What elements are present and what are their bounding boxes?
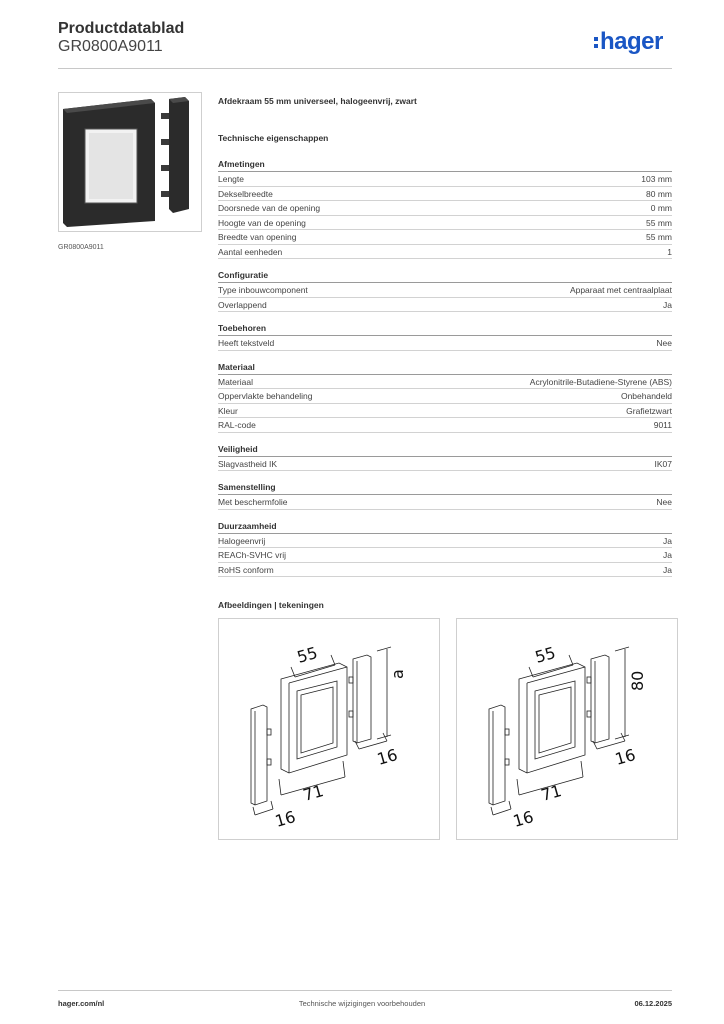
section-title: Materiaal <box>218 361 672 375</box>
dim-left-right: 16 <box>374 744 400 769</box>
spec-row <box>218 495 672 510</box>
dim-right-bottom: 71 <box>538 780 564 805</box>
spec-row <box>218 201 672 216</box>
spec-value: Ja <box>663 564 672 575</box>
spec-label: Hoogte van de opening <box>218 217 306 228</box>
spec-label: Halogeenvrij <box>218 535 266 546</box>
hager-logo <box>594 28 663 56</box>
page-title: Productdatablad <box>58 20 185 37</box>
product-image <box>58 92 202 232</box>
spec-label: Doorsnede van de opening <box>218 203 321 213</box>
spec-section <box>218 322 672 351</box>
spec-label: Met beschermfolie <box>218 497 288 507</box>
spec-value: 103 mm <box>641 174 672 184</box>
spec-row <box>218 389 672 404</box>
footer-date: 06.12.2025 <box>634 999 672 1008</box>
spec-row <box>218 245 672 260</box>
technical-title: Technische eigenschappen <box>218 133 329 143</box>
spec-value: 1 <box>667 246 672 257</box>
spec-section <box>218 481 672 510</box>
dim-left-bottom: 71 <box>300 780 326 805</box>
cover-frame-image <box>59 93 201 231</box>
spec-section <box>218 158 672 259</box>
product-image-caption: GR0800A9011 <box>58 244 104 251</box>
spec-value: 9011 <box>653 420 672 430</box>
spec-label: Materiaal <box>218 376 253 387</box>
footer-divider <box>58 990 672 991</box>
drawings-title: Afbeeldingen | tekeningen <box>218 600 324 610</box>
spec-row <box>218 375 672 390</box>
logo-dots-icon <box>594 34 598 51</box>
drawing-right-svg <box>457 619 677 839</box>
section-title: Veiligheid <box>218 443 672 457</box>
drawing-left <box>218 618 440 840</box>
spec-value: Ja <box>663 550 672 560</box>
spec-label: Kleur <box>218 405 238 416</box>
spec-section <box>218 361 672 433</box>
spec-label: Slagvastheid IK <box>218 458 278 469</box>
section-title: Samenstelling <box>218 481 672 495</box>
spec-row <box>218 216 672 231</box>
spec-value: Apparaat met centraalplaat <box>569 285 672 295</box>
dim-right-side: 80 <box>628 670 647 691</box>
section-title: Toebehoren <box>218 322 672 336</box>
product-code: GR0800A9011 <box>58 38 163 55</box>
spec-label: Oppervlakte behandeling <box>218 391 313 401</box>
spec-row <box>218 336 672 351</box>
spec-label: Aantal eenheden <box>218 246 283 257</box>
dim-right-right: 16 <box>612 744 638 769</box>
spec-row <box>218 187 672 202</box>
dim-left-bottom-left: 16 <box>272 806 298 831</box>
spec-row <box>218 563 672 578</box>
spec-label: RAL-code <box>218 420 256 430</box>
spec-value: IK07 <box>654 458 672 469</box>
dim-right-bottom-left: 16 <box>510 806 536 831</box>
spec-value: Ja <box>663 299 672 310</box>
spec-row <box>218 548 672 563</box>
spec-row <box>218 457 672 472</box>
spec-row <box>218 418 672 433</box>
spec-label: REACh-SVHC vrij <box>218 550 287 560</box>
spec-row <box>218 404 672 419</box>
section-title: Configuratie <box>218 269 672 283</box>
spec-row <box>218 298 672 313</box>
spec-value: 55 mm <box>646 232 672 242</box>
spec-content <box>218 96 672 587</box>
spec-value: 0 mm <box>650 203 672 213</box>
dim-left-side: a <box>388 669 407 679</box>
spec-value: Acrylonitrile-Butadiene-Styrene (ABS) <box>529 376 672 387</box>
dim-right-top: 55 <box>532 642 558 667</box>
spec-label: Breedte van opening <box>218 232 297 242</box>
spec-value: Onbehandeld <box>620 391 672 401</box>
drawing-right <box>456 618 678 840</box>
spec-label: Overlappend <box>218 299 267 310</box>
spec-row <box>218 172 672 187</box>
spec-row <box>218 283 672 298</box>
spec-sections <box>218 158 672 577</box>
spec-row <box>218 534 672 549</box>
logo-text: hager <box>600 28 663 55</box>
dim-left-top: 55 <box>294 642 320 667</box>
spec-value: Grafietzwart <box>626 405 672 416</box>
section-title: Afmetingen <box>218 158 672 172</box>
footer-note: Technische wijzigingen voorbehouden <box>298 999 426 1008</box>
spec-label: Dekselbreedte <box>218 188 273 199</box>
spec-value: Ja <box>663 535 672 546</box>
product-description: Afdekraam 55 mm universeel, halogeenvrij, zwart <box>218 96 417 106</box>
spec-label: Type inbouwcomponent <box>218 285 308 295</box>
spec-label: Heeft tekstveld <box>218 338 275 348</box>
spec-section <box>218 443 672 472</box>
header-divider <box>58 68 672 69</box>
spec-value: 55 mm <box>646 217 672 228</box>
spec-section <box>218 269 672 312</box>
spec-row <box>218 230 672 245</box>
spec-section <box>218 520 672 578</box>
spec-value: Nee <box>656 338 672 348</box>
spec-label: Lengte <box>218 174 244 184</box>
spec-value: 80 mm <box>646 188 672 199</box>
drawing-left-svg <box>219 619 439 839</box>
section-title: Duurzaamheid <box>218 520 672 534</box>
spec-label: RoHS conform <box>218 564 274 575</box>
footer-website[interactable]: hager.com/nl <box>58 999 105 1008</box>
spec-value: Nee <box>656 497 672 507</box>
